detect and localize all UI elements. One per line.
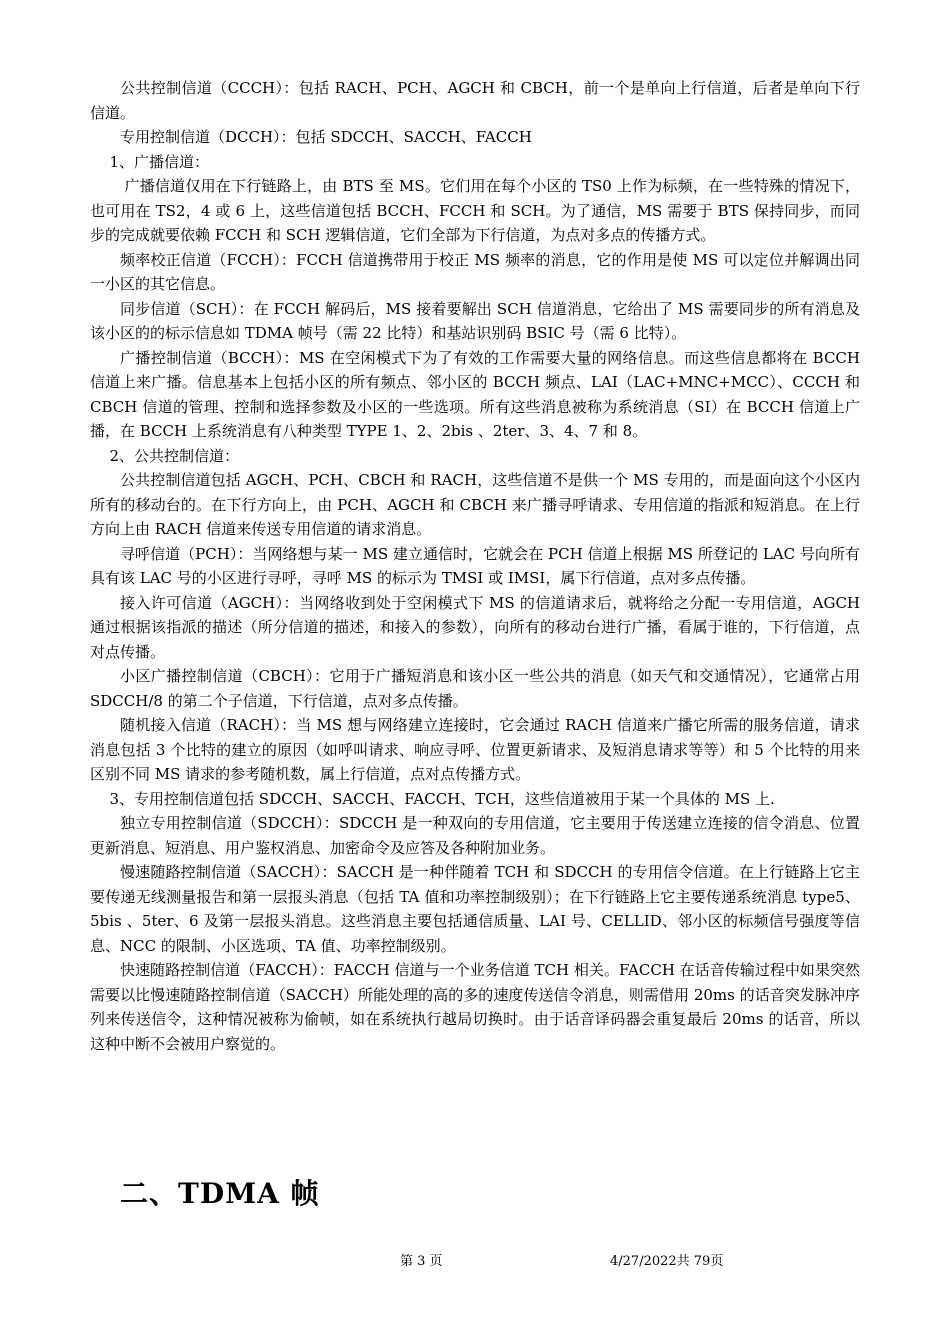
paragraph-facch: 快速随路控制信道（FACCH）：FACCH 信道与一个业务信道 TCH 相关。FACCH 在话音传输过程中如果突然需要以比慢速随路控制信道（SACCH）所能处理的高的多的速度传送信令消息，则需借用 20ms 的话音突发脉冲序列来传送信令，这种情况被称为偷帧，如在系统执行越局切换时。由于话音译码器会重复最后 20ms 的话音，所以这种中断不会被用户察觉的。 — [90, 961, 860, 1053]
section-broadcast-channel: 1、广播信道： — [109, 152, 210, 171]
paragraph-common-control: 公共控制信道包括 AGCH、PCH、CBCH 和 RACH，这些信道不是供一个 MS 专用的，而是面向这个小区内所有的移动台的。在下行方向上，由 PCH、AGCH 和 CBCH 来广播寻呼请求、专用信道的指派和短消息。在上行方向上由 RACH 信道来传送专用信道的请求消息。 — [90, 471, 860, 538]
paragraph-agch: 接入许可信道（AGCH）：当网络收到处于空闲模式下 MS 的信道请求后，就将给之分配一专用信道，AGCH 通过根据该指派的描述（所分信道的描述，和接入的参数），向所有的移动台进行广播，看属于谁的，下行信道，点对点传播。 — [90, 593, 860, 661]
footer-page-number: 第 3 页 — [400, 1254, 443, 1269]
footer-date: 4/27/2022共 79页 — [610, 1254, 724, 1269]
section-heading-tdma: 二、TDMA 帧 — [120, 1177, 320, 1210]
paragraph-pch: 寻呼信道（PCH）：当网络想与某一 MS 建立通信时，它就会在 PCH 信道上根据 MS 所登记的 LAC 号向所有具有该 LAC 号的小区进行寻呼，寻呼 MS 的标示为 TMSI 或 IMSI，属下行信道，点对多点传播。 — [90, 544, 860, 587]
paragraph-sacch: 慢速随路控制信道（SACCH）：SACCH 是一种伴随着 TCH 和 SDCCH 的专用信令信道。在上行链路上它主要传递无线测量报告和第一层报头消息（包括 TA 值和功率控制级别）；在下行链路上它主要传递系统消息 type5、5bis 、5ter、6 及第一层报头消息。这些消息主要包括通信质量、LAI 号、CELLID、邻小区的标频信号强度等信息、NCC 的限制、小区选项、TA 值、功率控制级别。 — [90, 863, 860, 955]
section-dedicated-control: 3、专用控制信道包括 SDCCH、SACCH、FACCH、TCH，这些信道被用于某一个具体的 MS 上. — [109, 789, 775, 808]
paragraph-rach: 随机接入信道（RACH）：当 MS 想与网络建立连接时，它会通过 RACH 信道来广播它所需的服务信道，请求消息包括 3 个比特的建立的原因（如呼叫请求、响应寻呼、位置更新请求、及短消息请求等等）和 5 个比特的用来区别不同 MS 请求的参考随机数，属上行信道，点对点传播方式。 — [90, 716, 860, 783]
paragraph-fcch: 频率校正信道（FCCH）：FCCH 信道携带用于校正 MS 频率的消息，它的作用是使 MS 可以定位并解调出同一小区的其它信息。 — [90, 250, 860, 293]
paragraph-sch: 同步信道（SCH）：在 FCCH 解码后，MS 接着要解出 SCH 信道消息，它给出了 MS 需要同步的所有消息及该小区的的标示信息如 TDMA 帧号（需 22 比特）和基站识别码 BSIC 号（需 6 比特）。 — [90, 299, 860, 342]
paragraph-sdcch: 独立专用控制信道（SDCCH）：SDCCH 是一种双向的专用信道，它主要用于传送建立连接的信令消息、位置更新消息、短消息、用户鉴权消息、加密命令及应答及各种附加业务。 — [90, 814, 860, 857]
paragraph-broadcast: 广播信道仅用在下行链路上，由 BTS 至 MS。它们用在每个小区的 TS0 上作为标频，在一些特殊的情况下，也可用在 TS2，4 或 6 上，这些信道包括 BCCH、FCCH 和 SCH。为了通信，MS 需要于 BTS 保持同步，而同步的完成就要依赖 FCCH 和 SCH 逻辑信道，它们全部为下行信道，为点对多点的传播方式。 — [90, 177, 860, 244]
document-body — [90, 76, 860, 1056]
paragraph-bcch: 广播控制信道（BCCH）：MS 在空闲模式下为了有效的工作需要大量的网络信息。而这些信息都将在 BCCH 信道上来广播。信息基本上包括小区的所有频点、邻小区的 BCCH 频点、LAI（LAC+MNC+MCC）、CCCH 和 CBCH 信道的管理、控制和选择参数及小区的一些选项。所有这些消息被称为系统消息（SI）在 BCCH 信道上广播，在 BCCH 上系统消息有八种类型 TYPE 1、2、2bis 、2ter、3、4、7 和 8。 — [90, 348, 860, 440]
section-common-control: 2、公共控制信道： — [109, 446, 240, 465]
paragraph-ccch: 公共控制信道（CCCH）：包括 RACH、PCH、AGCH 和 CBCH，前一个是单向上行信道，后者是单向下行信道。 — [90, 79, 860, 122]
paragraph-dcch: 专用控制信道（DCCH）：包括 SDCCH、SACCH、FACCH — [120, 128, 532, 146]
paragraph-cbch: 小区广播控制信道（CBCH）：它用于广播短消息和该小区一些公共的消息（如天气和交通情况），它通常占用 SDCCH/8 的第二个子信道，下行信道，点对多点传播。 — [90, 667, 860, 710]
